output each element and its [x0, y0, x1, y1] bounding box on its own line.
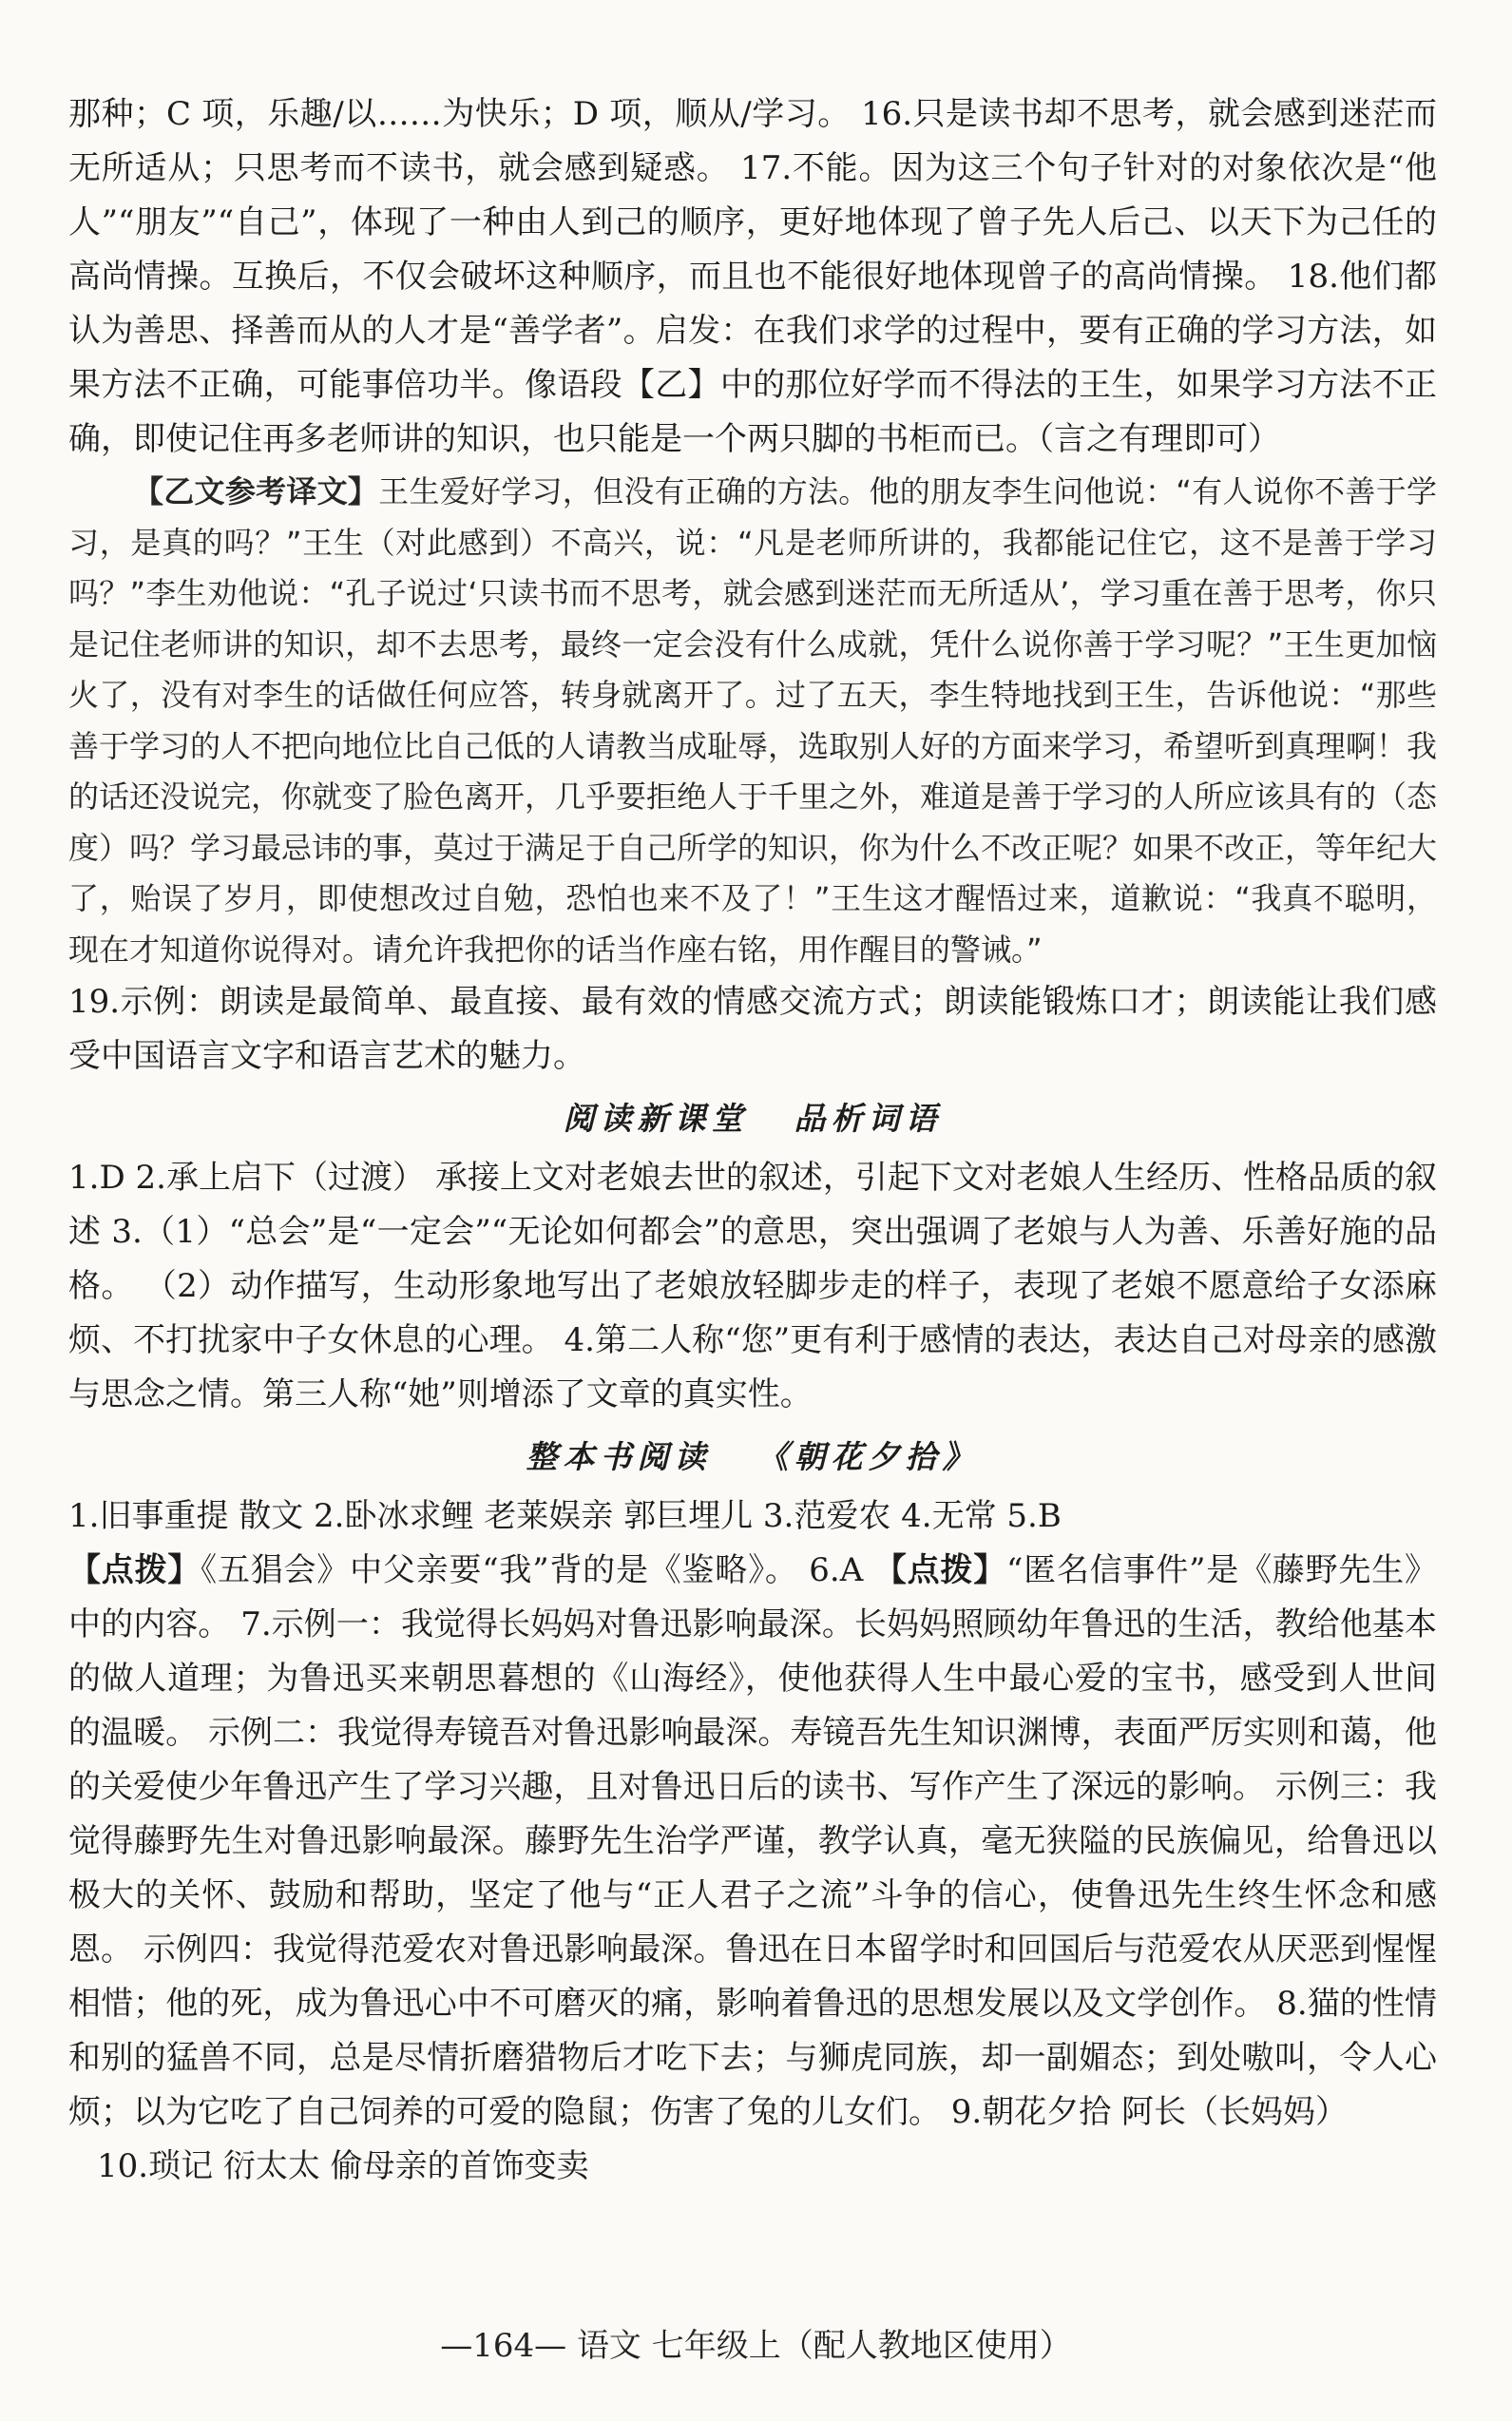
- tip-tag-2: 【点拨】: [873, 1551, 1007, 1589]
- translation-label: 【乙文参考译文】: [133, 473, 379, 509]
- heading-reading-subtitle: 品析词语: [794, 1100, 943, 1137]
- translation-paragraph: [68, 467, 1437, 975]
- section-book-answers-1-5: 1.旧事重提 散文 2.卧冰求鲤 老莱娱亲 郭巨埋儿 3.范爱农 4.无常 5.B: [68, 1497, 1062, 1535]
- section-heading-reading: [68, 1091, 1437, 1145]
- heading-reading-title: 阅读新课堂: [563, 1100, 749, 1137]
- answer-19: 19.示例：朗读是最简单、最直接、最有效的情感交流方式；朗读能锻炼口才；朗读能让我们感受中国语言文字和语言艺术的魅力。: [68, 983, 1437, 1075]
- tip-text-1: 《五猖会》中父亲要“我”背的是《鉴略》。 6.A: [201, 1551, 874, 1589]
- answers-16-18: 那种；C 项，乐趣/以……为快乐；D 项，顺从/学习。 16.只是读书却不思考，就会感到迷茫而无所适从；只思考而不读书，就会感到疑惑。 17.不能。因为这三个句子针对的对象依次是“他人”“朋友”“自己”，体现了一种由人到己的顺序，更好地体现了曾子先人后己、以天下为己任的高尚情操。互换后，不仅会破坏这种顺序，而且也不能很好地体现曾子的高尚情操。 18.他们都认为善思、择善而从的人才是“善学者”。启发：在我们求学的过程中，要有正确的学习方法，如果方法不正确，可能事倍功半。像语段【乙】中的那位好学而不得法的王生，如果学习方法不正确，即使记住再多老师讲的知识，也只能是一个两只脚的书柜而已。（言之有理即可）: [68, 95, 1437, 458]
- tip-tag: 【点拨】: [68, 1551, 201, 1589]
- translation-text: 王生爱好学习，但没有正确的方法。他的朋友李生问他说：“有人说你不善于学习，是真的吗？”王生（对此感到）不高兴，说：“凡是老师所讲的，我都能记住它，这不是善于学习吗？”李生劝他说：“孔子说过‘只读书而不思考，就会感到迷茫而无所适从’，学习重在善于思考，你只是记住老师讲的知识，却不去思考，最终一定会没有什么成就，凭什么说你善于学习呢？”王生更加恼火了，没有对李生的话做任何应答，转身就离开了。过了五天，李生特地找到王生，告诉他说：“那些善于学习的人不把向地位比自己低的人请教当成耻辱，选取别人好的方面来学习，希望听到真理啊！我的话还没说完，你就变了脸色离开，几乎要拒绝人于千里之外，难道是善于学习的人所应该具有的（态度）吗？学习最忌讳的事，莫过于满足于自己所学的知识，你为什么不改正呢？如果不改正，等年纪大了，贻误了岁月，即使想改过自勉，恐怕也来不及了！”王生这才醒悟过来，道歉说：“我真不聪明，现在才知道你说得对。请允许我把你的话当作座右铭，用作醒目的警诫。”: [68, 473, 1438, 968]
- tip-text-2: “匿名信事件”是《藤野先生》中的内容。 7.示例一：我觉得长妈妈对鲁迅影响最深。长妈妈照顾幼年鲁迅的生活，教给他基本的做人道理；为鲁迅买来朝思暮想的《山海经》，使他获得人生中最心爱的宝书，感受到人世间的温暖。 示例二：我觉得寿镜吾对鲁迅影响最深。寿镜吾先生知识渊博，表面严厉实则和蔼，他的关爱使少年鲁迅产生了学习兴趣，且对鲁迅日后的读书、写作产生了深远的影响。 示例三：我觉得藤野先生对鲁迅影响最深。藤野先生治学严谨，教学认真，毫无狭隘的民族偏见，给鲁迅以极大的关怀、鼓励和帮助，坚定了他与“正人君子之流”斗争的信心，使鲁迅先生终生怀念和感恩。 示例四：我觉得范爱农对鲁迅影响最深。鲁迅在日本留学时和回国后与范爱农从厌恶到惺惺相惜；他的死，成为鲁迅心中不可磨灭的痛，影响着鲁迅的思想发展以及文学创作。 8.猫的性情和别的猛兽不同，总是尽情折磨猎物后才吃下去；与狮虎同族，却一副媚态；到处嗷叫，令人心烦；以为它吃了自己饲养的可爱的隐鼠；伤害了兔的儿女们。 9.朝花夕拾 阿长（长妈妈）: [68, 1551, 1438, 2131]
- section-heading-book: [68, 1430, 1437, 1484]
- section-book-answer-10: 10.琐记 衍太太 偷母亲的首饰变卖: [97, 2147, 589, 2185]
- answer-body: [68, 87, 1437, 2194]
- section-reading-answers: 1.D 2.承上启下（过渡） 承接上文对老娘去世的叙述，引起下文对老娘人生经历、性格品质的叙述 3.（1）“总会”是“一定会”“无论如何都会”的意思，突出强调了老娘与人为善、乐善好施的品格。 （2）动作描写，生动形象地写出了老娘放轻脚步走的样子，表现了老娘不愿意给子女添麻烦、不打扰家中子女休息的心理。 4.第二人称“您”更有利于感情的表达，表达自己对母亲的感激与思念之情。第三人称“她”则增添了文章的真实性。: [68, 1159, 1437, 1413]
- heading-book-subtitle: 《朝花夕拾》: [756, 1438, 980, 1475]
- section-book-answers-6-9: [68, 1544, 1437, 2140]
- heading-book-title: 整本书阅读: [526, 1438, 712, 1475]
- page-footer: —164— 语文 七年级上（配人教地区使用）: [440, 2327, 1072, 2365]
